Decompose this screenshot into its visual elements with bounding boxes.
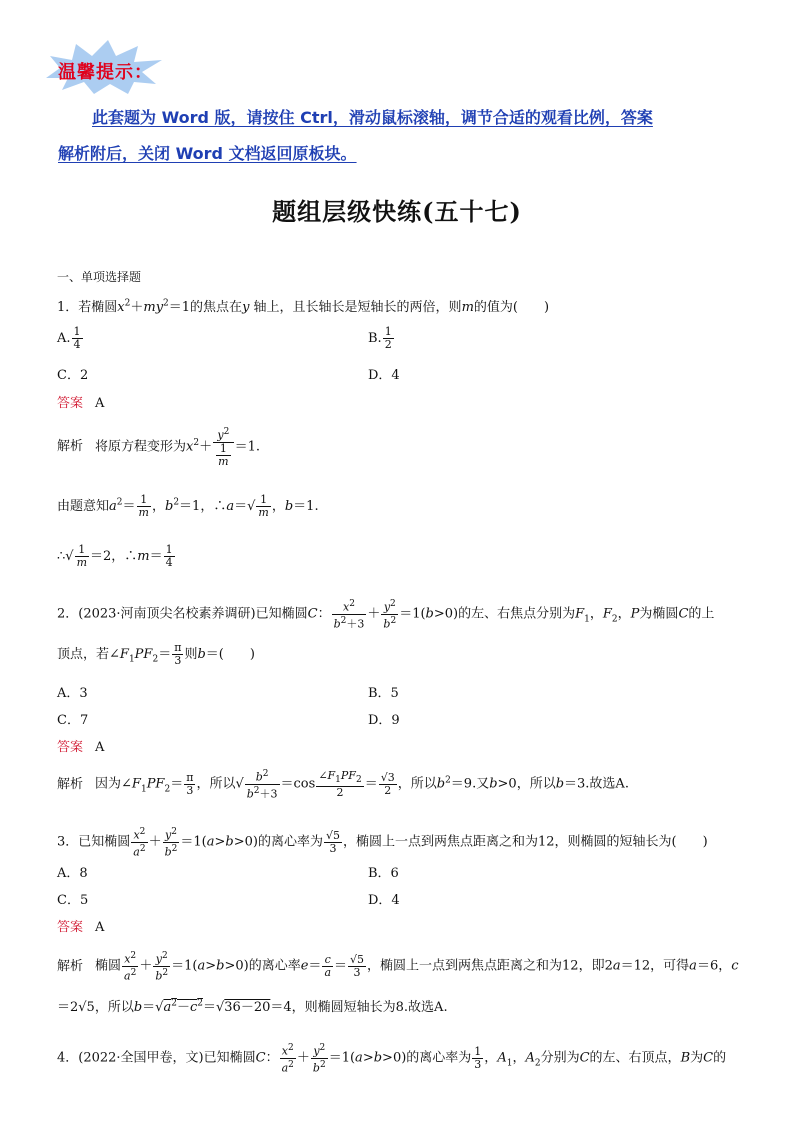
answer-tag: 答案	[57, 740, 84, 755]
q2-option-c: C．7	[57, 713, 89, 728]
q1-analysis-1: 解析 将原方程变形为$x^2+$ $\frac{y^2}{\frac{1}{m}}$ ＝1.	[57, 427, 260, 468]
q1-analysis-3: ∴√ $\frac{1}{m}$ ＝2，∴m＝ $\frac{1}{4}$	[57, 543, 173, 569]
q1-stem: 1．若椭圆$x^2+my^2=1$的焦点在y 轴上，且长轴长是短轴长的两倍，则m的值为( )	[57, 298, 550, 315]
analysis-tag: 解析	[57, 439, 84, 455]
tip-line-1: 此套题为 Word 版，请按住 Ctrl，滑动鼠标滚轴，调节合适的观看比例，答案	[92, 108, 653, 127]
q1-answer	[57, 392, 104, 411]
tip-label: 温馨提示：	[58, 62, 153, 83]
q3-stem: 3．已知椭圆 $\frac{x^2}{a^2}$ ＋ $\frac{y^2}{b^2}$ ＝1(a>b>0)的离心率为 $\frac{√5}{3}$ ，椭圆上一点到两焦点距离之和为12，则椭圆的短轴长为( )	[57, 827, 708, 859]
q2-analysis-1: 解析 因为$\angle F_1PF_2=$ $\frac{\pi}{3}$ ，所以√ $\frac{b^2}{b^2+3}$ ＝cos $\frac{\angle F_1PF_2}{2}$ ＝ $\frac{√3}{2}$ ，所以$b^2=9$.又b>0，所以b＝3.故选A.	[57, 768, 629, 801]
q3-answer	[57, 916, 104, 935]
page-title: 题组层级快练(五十七)	[272, 197, 522, 226]
q3-option-a: A．8	[57, 866, 88, 881]
q1-option-a: A. $\frac{1}{4}$	[57, 325, 81, 351]
q2-answer	[57, 736, 104, 755]
section-heading: 一、单项选择题	[57, 270, 142, 284]
q3-answer-value: A	[95, 920, 105, 935]
q3-option-c: C．5	[57, 893, 89, 908]
q2-option-b: B．5	[368, 686, 399, 701]
q1-answer-value: A	[95, 396, 105, 411]
q3-analysis-2: ＝2√5，所以$b=√a^2-c^2=√36-20=4$，则椭圆短轴长为8.故选A.	[57, 998, 448, 1015]
q3-option-b: B．6	[368, 866, 399, 881]
analysis-tag: 解析	[57, 958, 84, 974]
q2-option-d: D．9	[368, 713, 400, 728]
q4-stem: 4．(2022·全国甲卷，文)已知椭圆C： $\frac{x^2}{a^2}$ ＋ $\frac{y^2}{b^2}$ ＝1(a>b>0)的离心率为 $\frac{1}{3}$ ，$A_1$，$A_2$分别为C的左、右顶点，B为C的	[57, 1043, 727, 1075]
q2-answer-value: A	[95, 740, 105, 755]
q2-stem-1: 2．(2023·河南顶尖名校素养调研)已知椭圆C： $\frac{x^2}{b^2+3}$ ＋ $\frac{y^2}{b^2}$ ＝1(b>0)的左、右焦点分别为$F_1$，$F_2$，P为椭圆C的上	[57, 599, 715, 631]
analysis-tag: 解析	[57, 776, 84, 792]
q1-option-c: C．2	[57, 368, 89, 383]
q3-analysis-1: 解析 椭圆 $\frac{x^2}{a^2}$ ＋ $\frac{y^2}{b^2}$ ＝1(a>b>0)的离心率e＝ $\frac{c}{a}$ ＝ $\frac{√5}{3}$ ，椭圆上一点到两焦点距离之和为12，即2a＝12，可得a＝6，c	[57, 951, 739, 983]
q2-option-a: A．3	[57, 686, 88, 701]
q3-option-d: D．4	[368, 893, 400, 908]
answer-tag: 答案	[57, 396, 84, 411]
tip-line-2: 解析附后，关闭 Word 文档返回原板块。	[58, 144, 357, 163]
answer-tag: 答案	[57, 920, 84, 935]
q2-stem-2: 顶点，若$\angle F_1PF_2=$ $\frac{\pi}{3}$ 则b＝( )	[57, 641, 255, 667]
q1-option-d: D．4	[368, 368, 400, 383]
tip-notice	[58, 100, 740, 172]
q1-option-b: B. $\frac{1}{2}$	[368, 325, 392, 351]
q1-analysis-2: 由题意知$a^2=$ $\frac{1}{m}$ ，$b^2=1$，∴a＝√ $\frac{1}{m}$ ，b＝1.	[57, 493, 319, 519]
